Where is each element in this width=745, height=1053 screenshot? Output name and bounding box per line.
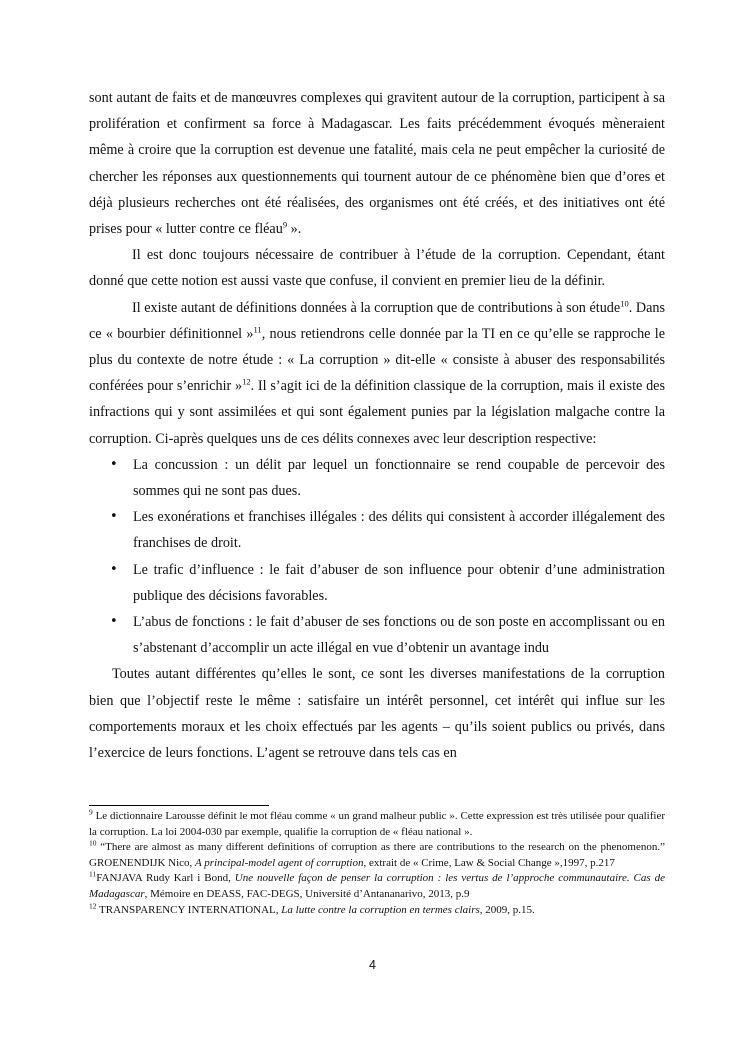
bullet-icon: • [110, 509, 118, 525]
bullet-icon: • [110, 456, 118, 472]
bullet-icon: • [110, 561, 118, 577]
paragraph-continuation: sont autant de faits et de manœuvres complexes qui gravitent autour de la corruption, participent à sa prolifération et confirment sa force à Madagascar. Les faits précédemment évoqués mèneraient même à croire que la corruption est devenue une fatalité, mais cela ne peut empêcher la curiosité de chercher les réponses aux questionnements qui tournent autour de ce phénomène bien que d’ores et déjà plusieurs recherches ont été réalisées, des organismes ont été créés, et des initiatives ont été prises pour « lutter contre ce fléau$^9$ ». [89, 90, 665, 238]
offense-list [89, 452, 665, 662]
footnote-10: $^{10}$ “There are almost as many different definitions of corruption as there are contributions to the research on the phenomenon.” GROENENDIJK Nico, A principal-model agent of corruption, extrait de « Crime, Law & Social Change »,1997, p.217 [89, 838, 665, 869]
footnote-separator [89, 805, 269, 806]
footnote-ref-12: 12 [242, 376, 251, 387]
list-item: • La concussion : un délit par lequel un fonctionnaire se rend coupable de percevoir des sommes qui ne sont pas dues. [89, 452, 665, 504]
list-item: • L’abus de fonctions : le fait d’abuser de ses fonctions ou de son poste en accomplissant ou en s’abstenant d’accomplir un acte illégal en vue d’obtenir un avantage indu [89, 609, 665, 661]
footnote-9: $^9$ Le dictionnaire Larousse définit le mot fléau comme « un grand malheur public ». Cette expression est très utilisée pour qualifier la corruption. La loi 2004-030 par exemple, qualifie la corruption de « fléau national ». [89, 807, 665, 838]
page-number: 4 [369, 958, 376, 972]
footnote-12: $^{12}$ TRANSPARENCY INTERNATIONAL, La lutte contre la corruption en termes clairs, 2009, p.15. [89, 900, 535, 916]
footnote-ref-11: 11 [253, 324, 262, 335]
footnotes [89, 809, 665, 918]
paragraph-definition-need: Il est donc toujours nécessaire de contribuer à l’étude de la corruption. Cependant, étant donné que cette notion est aussi vaste que confuse, il convient en premier lieu de la définir. [89, 247, 665, 290]
footnote-11: $^{11}$FANJAVA Rudy Karl i Bond, Une nouvelle façon de penser la corruption : les vertus de l’approche communautaire. Cas de Madagascar, Mémoire en DEASS, FAC-DEGS, Université d’Antananarivo, 2013, p.9 [89, 869, 665, 900]
list-item: • Le trafic d’influence : le fait d’abuser de son influence pour obtenir d’une administration publique des décisions favorables. [89, 557, 665, 609]
body-text [89, 85, 665, 766]
paragraph-definitions: Il existe autant de définitions données à la corruption que de contributions à son étude$^{10}$. Dans ce « bourbier définitionnel »$^{11}$, nous retiendrons celle donnée par la TI en ce qu’elle se rapproche le plus du contexte de notre étude : « La corruption » dit-elle « consiste à abuser des responsabilités conférées pour s’enrichir »$^{12}$. Il s’agit ici de la définition classique de la corruption, mais il existe des infractions qui y sont assimilées et qui sont également punies par la législation malgache contre la corruption. Ci-après quelques uns de ces délits connexes avec leur description respective: [89, 297, 665, 447]
footnote-ref-10: 10 [620, 297, 629, 308]
bullet-icon: • [110, 614, 118, 630]
paragraph-conclusion: Toutes autant différentes qu’elles le sont, ce sont les diverses manifestations de la corruption bien que l’objectif reste le même : satisfaire un intérêt personnel, cet intérêt qui influe sur les comportements moraux et les choix effectués par les agents – qu’ils soient publics ou privés, dans l’exercice de leurs fonctions. L’agent se retrouve dans tels cas en [89, 666, 665, 762]
list-item: • Les exonérations et franchises illégales : des délits qui consistent à accorder illégalement des franchises de droit. [89, 504, 665, 556]
footnote-ref-9: 9 [282, 219, 288, 230]
